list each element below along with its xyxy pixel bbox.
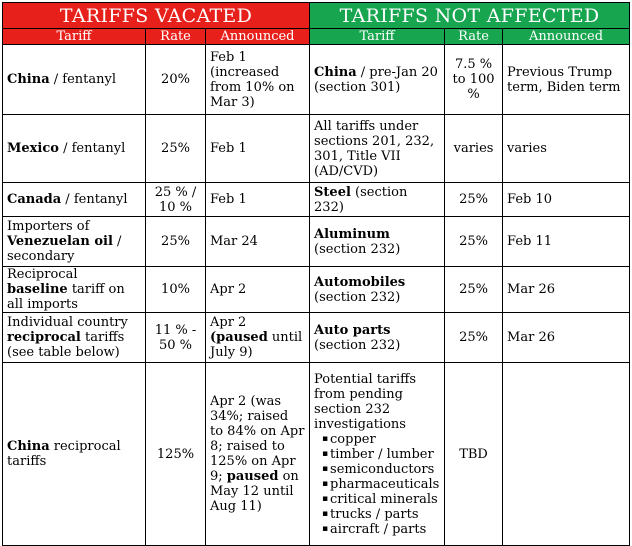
vacated-col-announced: Announced	[206, 29, 310, 45]
not-affected-announced-cell: Previous Trump term, Biden term	[503, 45, 630, 115]
not-affected-announced-cell: Mar 26	[503, 267, 630, 313]
vacated-announced-cell: Feb 1 (increased from 10% on Mar 3)	[206, 45, 310, 115]
not-affected-rate-cell: 25%	[445, 267, 503, 313]
table-row	[3, 115, 630, 183]
not-affected-rate-cell: 7.5 % to 100 %	[445, 45, 503, 115]
not-affected-col-rate: Rate	[445, 29, 503, 45]
vacated-tariff-cell: Importers of Venezuelan oil / secondary	[3, 217, 146, 267]
vacated-announced-cell: Feb 1	[206, 115, 310, 183]
tariffs-table	[2, 2, 630, 546]
not-affected-rate-cell: TBD	[445, 363, 503, 546]
vacated-rate-cell: 25%	[146, 115, 206, 183]
not-affected-announced-cell: Mar 26	[503, 313, 630, 363]
not-affected-tariff-cell: Steel (section 232)	[310, 183, 445, 217]
not-affected-col-announced: Announced	[503, 29, 630, 45]
not-affected-rate-cell: 25%	[445, 313, 503, 363]
not-affected-announced-cell: varies	[503, 115, 630, 183]
list-item: ▪ pharmaceuticals	[322, 477, 440, 492]
table-row	[3, 267, 630, 313]
not-affected-announced-cell	[503, 363, 630, 546]
not-affected-announced-cell: Feb 10	[503, 183, 630, 217]
vacated-rate-cell: 20%	[146, 45, 206, 115]
investigation-list	[314, 432, 440, 537]
vacated-col-rate: Rate	[146, 29, 206, 45]
vacated-title: TARIFFS VACATED	[3, 3, 310, 29]
vacated-tariff-cell: Reciprocal baseline tariff on all imports	[3, 267, 146, 313]
not-affected-tariff-cell	[310, 363, 445, 546]
table-row	[3, 363, 630, 546]
list-item: ▪ aircraft / parts	[322, 522, 440, 537]
not-affected-rate-cell: varies	[445, 115, 503, 183]
not-affected-tariff-cell: China / pre-Jan 20 (section 301)	[310, 45, 445, 115]
vacated-announced-cell: Apr 2	[206, 267, 310, 313]
not-affected-tariff-cell: Aluminum (section 232)	[310, 217, 445, 267]
vacated-announced-cell: Feb 1	[206, 183, 310, 217]
vacated-tariff-cell: China reciprocal tariffs	[3, 363, 146, 546]
vacated-announced-cell: Apr 2 (paused until July 9)	[206, 313, 310, 363]
not-affected-rate-cell: 25%	[445, 217, 503, 267]
list-item: ▪ critical minerals	[322, 492, 440, 507]
vacated-rate-cell: 25%	[146, 217, 206, 267]
vacated-tariff-cell: Canada / fentanyl	[3, 183, 146, 217]
not-affected-tariff-cell: Automobiles (section 232)	[310, 267, 445, 313]
vacated-rate-cell: 25 % / 10 %	[146, 183, 206, 217]
not-affected-tariff-cell: Auto parts (section 232)	[310, 313, 445, 363]
vacated-tariff-cell: Individual country reciprocal tariffs (see table below)	[3, 313, 146, 363]
vacated-rate-cell: 10%	[146, 267, 206, 313]
vacated-rate-cell: 11 % - 50 %	[146, 313, 206, 363]
tariffs-table-container	[2, 2, 630, 546]
vacated-tariff-cell: China / fentanyl	[3, 45, 146, 115]
not-affected-tariff-cell: All tariffs under sections 201, 232, 301, Title VII (AD/CVD)	[310, 115, 445, 183]
potential-tariffs-intro: Potential tariffs from pending section 232 investigations	[314, 371, 417, 432]
vacated-announced-cell: Mar 24	[206, 217, 310, 267]
list-item: ▪ trucks / parts	[322, 507, 440, 522]
list-item: ▪ semiconductors	[322, 462, 440, 477]
list-item: ▪ copper	[322, 432, 440, 447]
table-row	[3, 183, 630, 217]
not-affected-title: TARIFFS NOT AFFECTED	[310, 3, 630, 29]
vacated-col-tariff: Tariff	[3, 29, 146, 45]
table-row	[3, 313, 630, 363]
not-affected-announced-cell: Feb 11	[503, 217, 630, 267]
vacated-announced-cell: Apr 2 (was 34%; raised to 84% on Apr 8; raised to 125% on Apr 9; paused on May 12 until Aug 11)	[206, 363, 310, 546]
table-row	[3, 45, 630, 115]
not-affected-rate-cell: 25%	[445, 183, 503, 217]
not-affected-col-tariff: Tariff	[310, 29, 445, 45]
table-row	[3, 217, 630, 267]
vacated-tariff-cell: Mexico / fentanyl	[3, 115, 146, 183]
list-item: ▪ timber / lumber	[322, 447, 440, 462]
vacated-rate-cell: 125%	[146, 363, 206, 546]
